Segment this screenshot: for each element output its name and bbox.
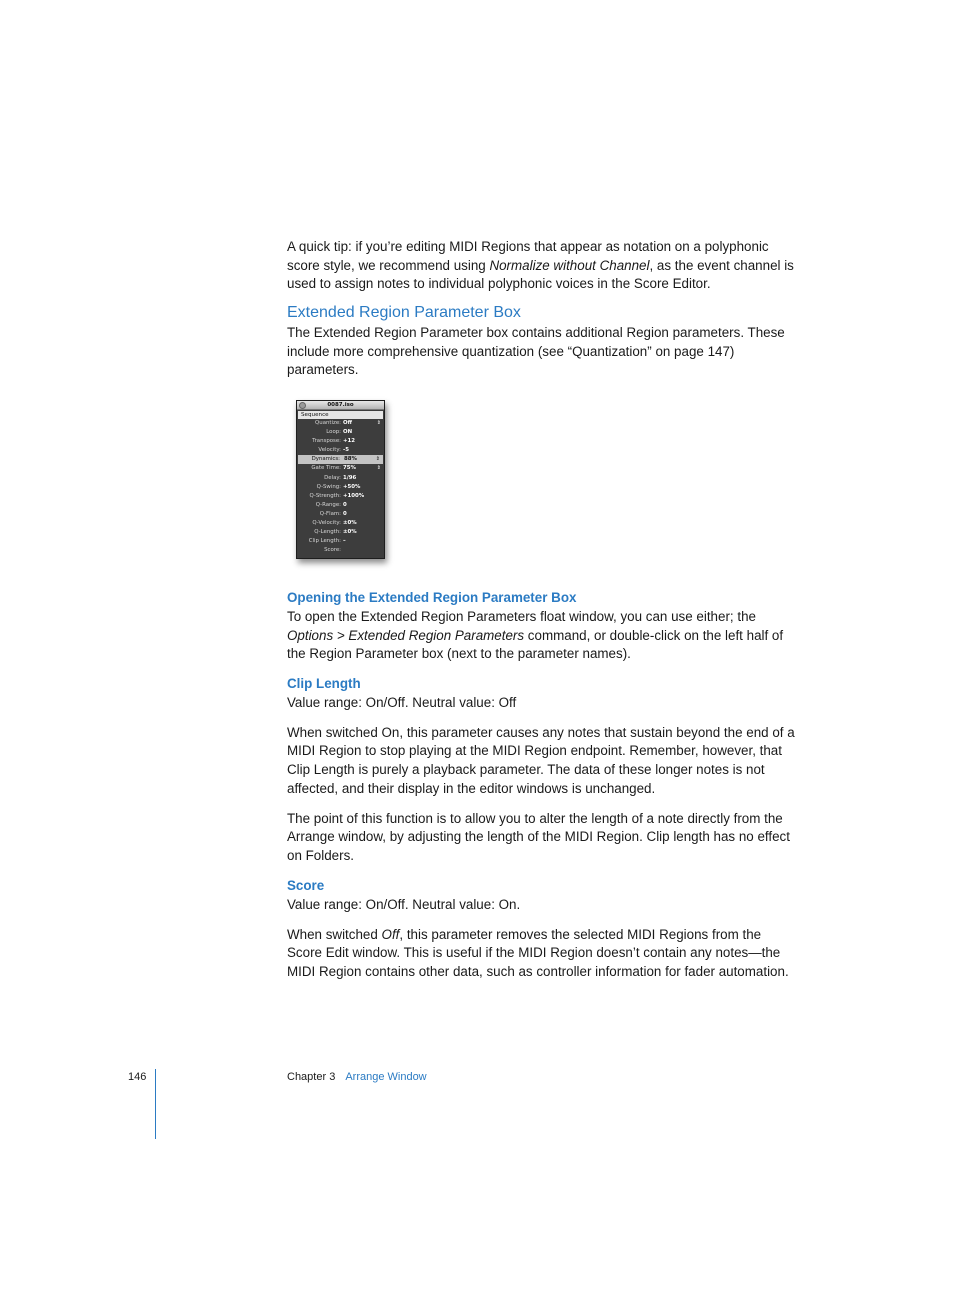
score-block bbox=[287, 877, 797, 982]
score-heading: Score bbox=[287, 878, 325, 893]
clip-length-range: Value range: On/Off. Neutral value: Off bbox=[287, 695, 517, 710]
parameter-row[interactable] bbox=[297, 474, 384, 483]
parameter-label: Quantize: bbox=[315, 420, 341, 426]
parameter-label: Loop: bbox=[326, 429, 341, 436]
parameter-label: Score: bbox=[324, 547, 341, 554]
opening-heading: Opening the Extended Region Parameter Box bbox=[287, 590, 577, 605]
parameter-value[interactable]: +100% bbox=[343, 492, 365, 499]
parameter-row[interactable] bbox=[297, 464, 384, 473]
parameter-row[interactable] bbox=[297, 510, 384, 519]
chapter-name: Arrange Window bbox=[345, 1071, 427, 1083]
extended-region-parameter-box bbox=[296, 400, 385, 559]
parameter-box-titlebar bbox=[297, 401, 384, 410]
clip-length-block bbox=[287, 675, 797, 866]
parameter-value[interactable]: ±0% bbox=[343, 520, 357, 527]
parameter-value[interactable]: ON bbox=[343, 429, 353, 436]
parameter-label: Velocity: bbox=[318, 447, 341, 454]
parameter-row[interactable] bbox=[297, 546, 384, 555]
footer-chapter bbox=[287, 1071, 427, 1083]
parameter-label: Q-Range: bbox=[315, 501, 341, 508]
intro-paragraph: A quick tip: if you’re editing MIDI Regions that appear as notation on a polyphonic score style, we recommend using Normalize without Channel, as the event channel is used to assign notes to individual polyphonic voices in the Score Editor. bbox=[287, 239, 794, 292]
parameter-label: Gate Time: bbox=[311, 465, 341, 472]
parameter-row[interactable] bbox=[297, 519, 384, 528]
stepper-arrows-icon[interactable]: ⇕ bbox=[376, 420, 381, 426]
parameter-rows bbox=[297, 419, 384, 555]
clip-length-heading: Clip Length bbox=[287, 676, 361, 691]
parameter-row[interactable] bbox=[297, 437, 384, 446]
section-body: The Extended Region Parameter box contains additional Region parameters. These include more comprehensive quantization (see “Quantization” on page 147) parameters. bbox=[287, 325, 785, 378]
section-heading: Extended Region Parameter Box bbox=[287, 304, 521, 321]
parameter-value[interactable]: 0 bbox=[343, 510, 347, 517]
parameter-value[interactable]: ±0% bbox=[343, 529, 357, 536]
parameter-value[interactable]: 88% bbox=[344, 456, 357, 463]
section-block bbox=[287, 303, 797, 380]
parameter-row[interactable] bbox=[297, 501, 384, 510]
page-number: 146 bbox=[128, 1071, 147, 1083]
opening-block bbox=[287, 589, 797, 664]
parameter-value[interactable]: 1/96 bbox=[343, 474, 357, 481]
score-range: Value range: On/Off. Neutral value: On. bbox=[287, 897, 521, 912]
footer-rule bbox=[155, 1069, 156, 1139]
parameter-box-header: Sequence bbox=[298, 411, 383, 419]
parameter-value[interactable]: +12 bbox=[343, 438, 356, 445]
parameter-value[interactable]: 75% bbox=[343, 465, 356, 472]
parameter-value[interactable]: +50% bbox=[343, 483, 361, 490]
opening-body: To open the Extended Region Parameters float window, you can use either; the Options > Extended Region Parameters command, or double-click on the left half of the Region Parameter box (next to the parameter names). bbox=[287, 609, 784, 662]
chapter-label: Chapter 3 bbox=[287, 1071, 336, 1083]
parameter-row[interactable] bbox=[298, 455, 383, 464]
parameter-label: Delay: bbox=[324, 474, 341, 481]
parameter-row[interactable] bbox=[297, 428, 384, 437]
parameter-row[interactable] bbox=[297, 492, 384, 501]
parameter-row[interactable] bbox=[297, 419, 384, 428]
parameter-label: Q-Swing: bbox=[316, 483, 341, 490]
parameter-row[interactable] bbox=[297, 483, 384, 492]
parameter-row[interactable] bbox=[297, 446, 384, 455]
clip-length-para-1: When switched On, this parameter causes any notes that sustain beyond the end of a MIDI Region to stop playing at the MIDI Region endpoint. Remember, however, that Clip Length is purely a playback parameter. The data of these longer notes is not affected, and their display in the editor windows is unchanged. bbox=[287, 724, 795, 796]
intro-block bbox=[287, 238, 797, 294]
parameter-label: Transpose: bbox=[312, 438, 341, 445]
parameter-value[interactable]: 0 bbox=[343, 501, 347, 508]
stepper-arrows-icon[interactable]: ⇕ bbox=[375, 456, 380, 463]
parameter-label: Q-Length: bbox=[314, 529, 341, 536]
parameter-label: Clip Length: bbox=[308, 538, 341, 545]
score-para: When switched Off, this parameter removes the selected MIDI Regions from the Score Edit window. This is useful if the MIDI Region doesn’t contain any notes—the MIDI Region contains other data, such as controller information for fader automation. bbox=[287, 926, 789, 980]
parameter-label: Q-Velocity: bbox=[312, 520, 341, 527]
parameter-label: Q-Flam: bbox=[319, 510, 341, 517]
parameter-label: Dynamics: bbox=[311, 456, 340, 463]
parameter-label: Q-Strength: bbox=[309, 492, 341, 499]
parameter-row[interactable] bbox=[297, 537, 384, 546]
parameter-value[interactable]: – bbox=[343, 538, 346, 545]
clip-length-para-2: The point of this function is to allow you to alter the length of a note directly from the Arrange window, by adjusting the length of the MIDI Region. Clip length has no effect on Folders. bbox=[287, 810, 790, 863]
parameter-box-title: 0087.iso bbox=[327, 402, 354, 408]
parameter-row[interactable] bbox=[297, 528, 384, 537]
parameter-value[interactable]: Off bbox=[343, 420, 352, 426]
stepper-arrows-icon[interactable]: ⇕ bbox=[376, 465, 381, 472]
parameter-value[interactable]: -5 bbox=[343, 447, 349, 454]
